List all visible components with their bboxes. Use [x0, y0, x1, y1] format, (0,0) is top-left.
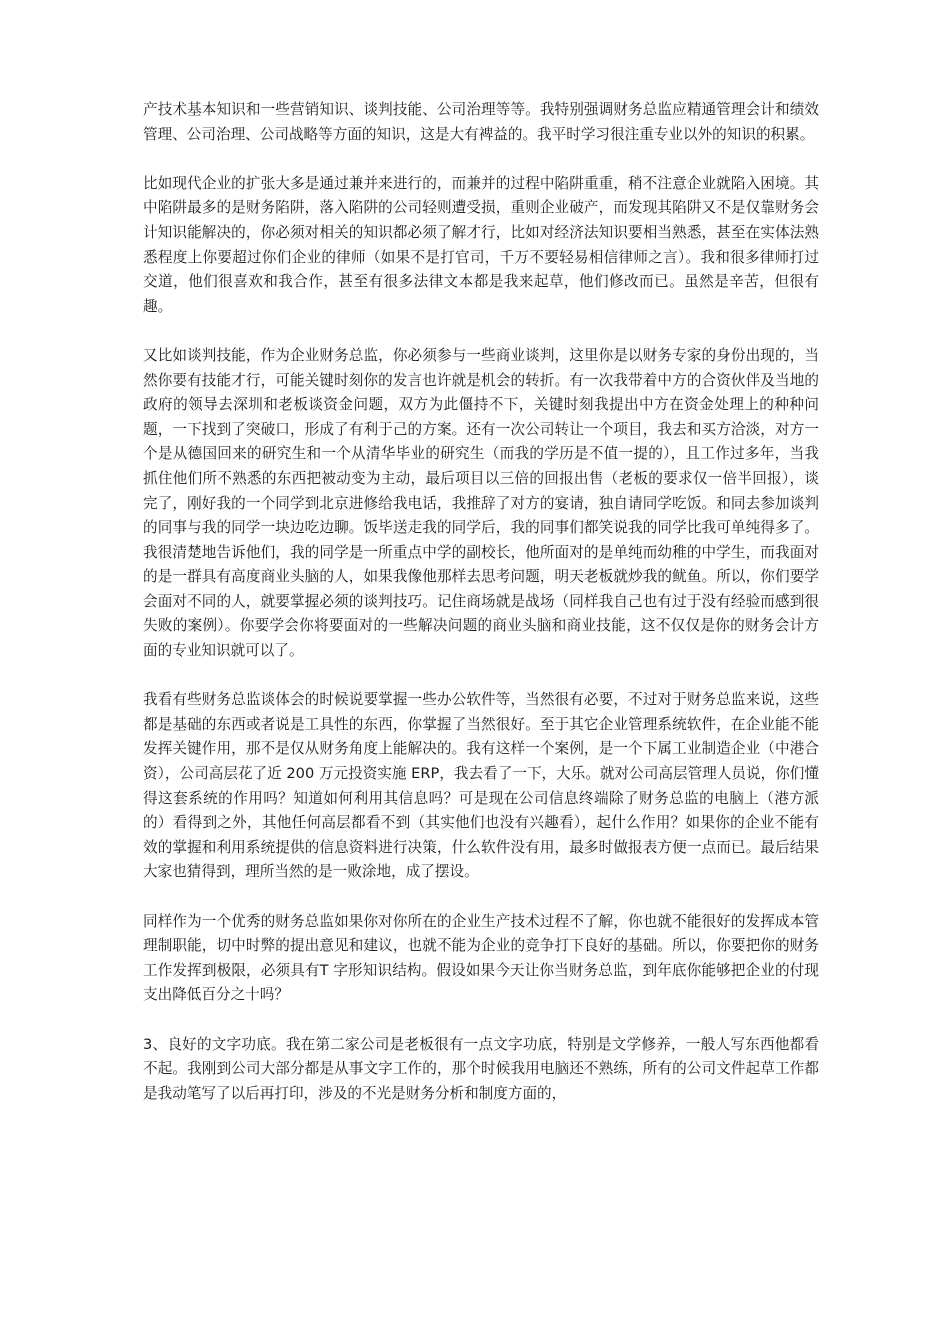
document-body: [143, 98, 819, 1106]
paragraph-t-shaped-knowledge: 同样作为一个优秀的财务总监如果你对你所在的企业生产技术过程不了解，你也就不能很好的发挥成本管理制职能，切中时弊的提出意见和建议，也就不能为企业的竞争打下良好的基础。所以，你要把你的财务工作发挥到极限，必须具有T 字形知识结构。假设如果今天让你当财务总监，到年底你能够把企业的付现支出降低百分之十吗？: [143, 912, 819, 1004]
paragraph-negotiation-skills: 又比如谈判技能，作为企业财务总监，你必须参与一些商业谈判，这里你是以财务专家的身份出现的，当然你要有技能才行，可能关键时刻你的发言也许就是机会的转折。有一次我带着中方的合资伙伴及当地的政府的领导去深圳和老板谈资金问题，双方为此僵持不下，关键时刻我提出中方在资金处理上的种种问题，一下找到了突破口，形成了有利于己的方案。还有一次公司转让一个项目，我去和买方洽淡，对方一个是从德国回来的研究生和一个从清华毕业的研究生（而我的学历是不值一提的），且工作过多年，当我抓住他们所不熟悉的东西把被动变为主动，最后项目以三倍的回报出售（老板的要求仅一倍半回报），谈完了，刚好我的一个同学到北京进修给我电话，我推辞了对方的宴请，独自请同学吃饭。和同去参加谈判的同事与我的同学一块边吃边聊。饭毕送走我的同学后，我的同事们都笑说我的同学比我可单纯得多了。我很清楚地告诉他们，我的同学是一所重点中学的副校长，他所面对的是单纯而幼稚的中学生，而我面对的是一群具有高度商业头脑的人，如果我像他那样去思考问题，明天老板就炒我的鱿鱼。所以，你们要学会面对不同的人，就要掌握必须的谈判技巧。记住商场就是战场（同样我自己也有过于没有经验而感到很失败的案例）。你要学会你将要面对的一些解决问题的商业头脑和商业技能，这不仅仅是你的财务会计方面的专业知识就可以了。: [143, 346, 819, 660]
paragraph-software-erp: 我看有些财务总监谈体会的时候说要掌握一些办公软件等，当然很有必要，不过对于财务总监来说，这些都是基础的东西或者说是工具性的东西，你掌握了当然很好。至于其它企业管理系统软件，在企业能不能发挥关键作用，那不是仅从财务角度上能解决的。我有这样一个案例，是一个下属工业制造企业（中港合资），公司高层花了近 200 万元投资实施 ERP，我去看了一下，大乐。就对公司高层管理人员说，你们懂得这套系统的作用吗？知道如何利用其信息吗？可是现在公司信息终端除了财务总监的电脑上（港方派的）看得到之外，其他任何高层都看不到（其实他们也没有兴趣看），起什么作用？如果你的企业不能有效的掌握和利用系统提供的信息资料进行决策，什么软件没有用，最多时做报表方便一点而已。最后结果大家也猜得到，理所当然的是一败涂地，成了摆设。: [143, 691, 819, 881]
paragraph-knowledge-scope: 产技术基本知识和一些营销知识、谈判技能、公司治理等等。我特别强调财务总监应精通管理会计和绩效管理、公司治理、公司战略等方面的知识，这是大有裨益的。我平时学习很注重专业以外的知识的积累。: [143, 101, 819, 143]
paragraph-writing-skills: 3、良好的文字功底。我在第二家公司是老板很有一点文字功底，特别是文学修养，一般人写东西他都看不起。我刚到公司大部分都是从事文字工作的，那个时候我用电脑还不熟练，所有的公司文件起草工作都是我动笔写了以后再打印，涉及的不光是财务分析和制度方面的，: [143, 1035, 819, 1102]
paragraph-merger-traps: 比如现代企业的扩张大多是通过兼并来进行的，而兼并的过程中陷阱重重，稍不注意企业就陷入困境。其中陷阱最多的是财务陷阱，落入陷阱的公司轻则遭受损，重则企业破产，而发现其陷阱又不是仅靠财务会计知识能解决的，你必须对相关的知识都必须了解才行，比如对经济法知识要相当熟悉，甚至在实体法熟悉程度上你要超过你们企业的律师（如果不是打官司，千万不要轻易相信律师之言）。我和很多律师打过交道，他们很喜欢和我合作，甚至有很多法律文本都是我来起草，他们修改而已。虽然是辛苦，但很有趣。: [143, 174, 819, 315]
